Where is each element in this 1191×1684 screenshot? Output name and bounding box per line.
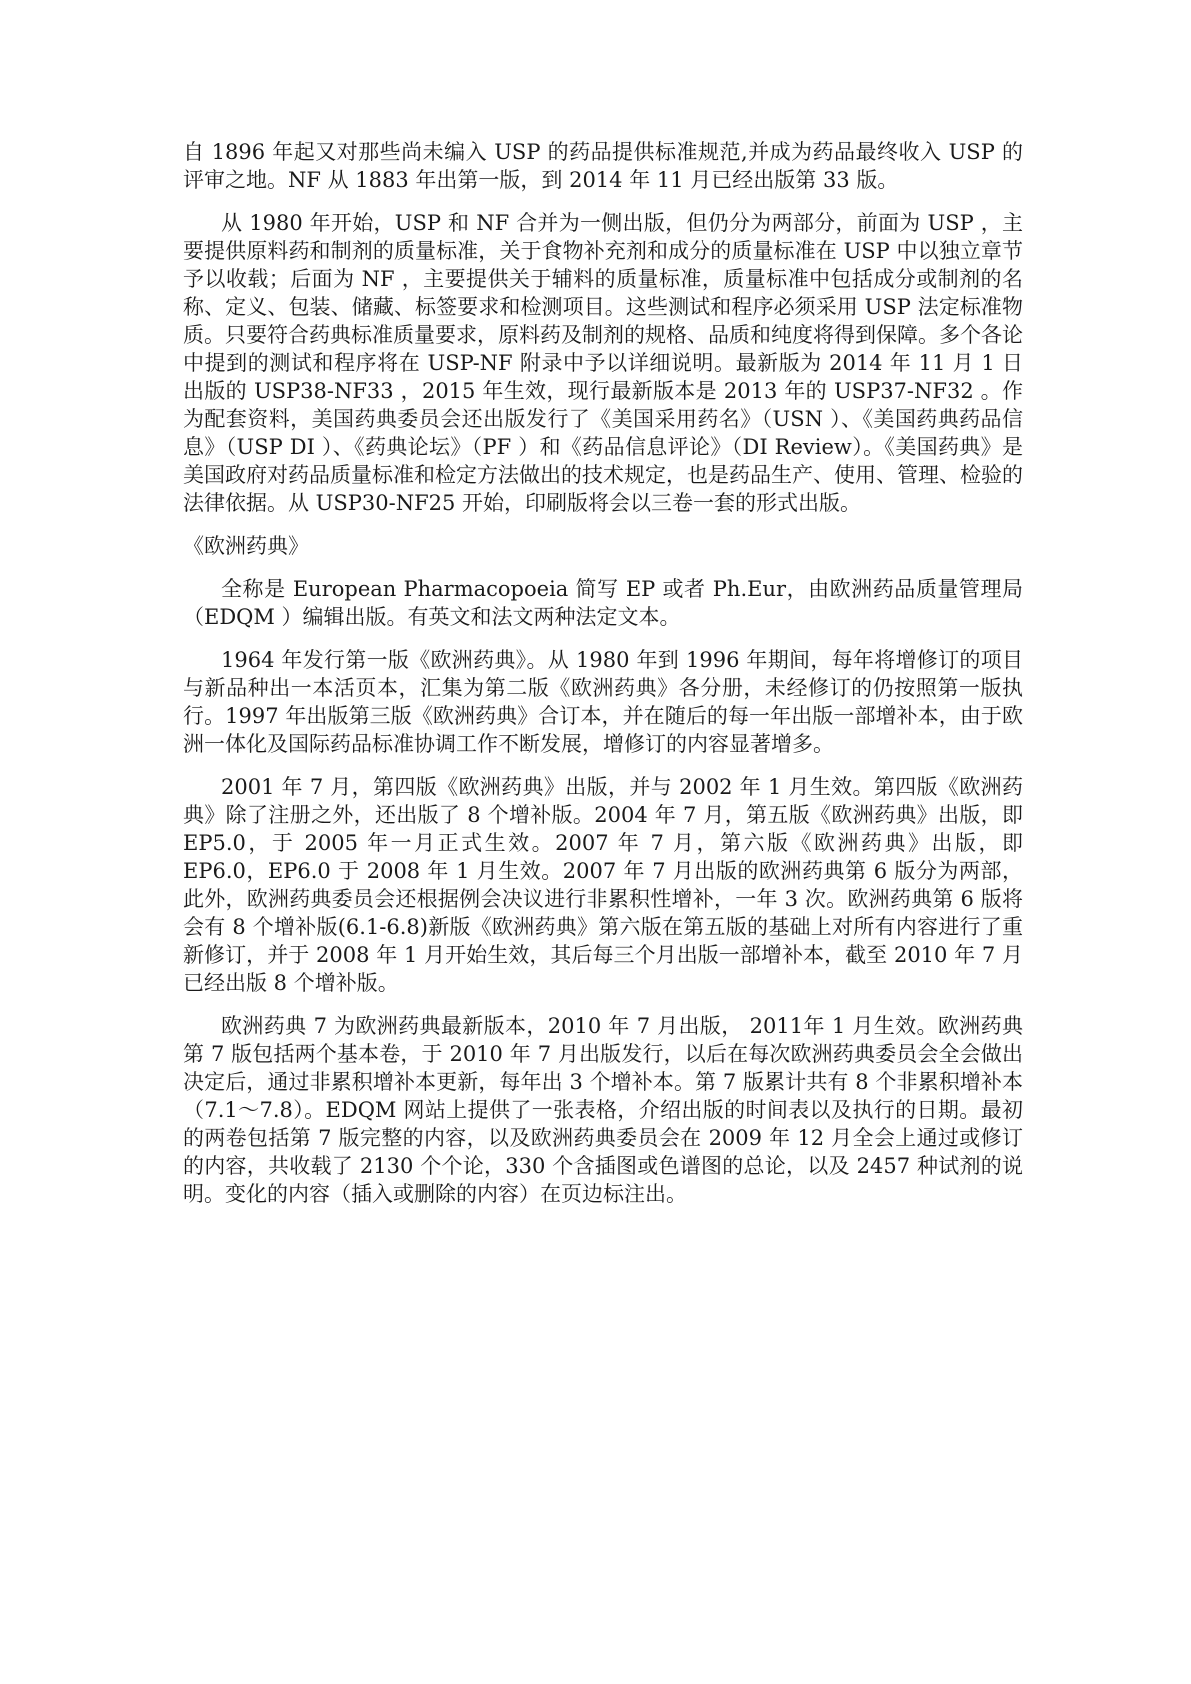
document-body: [183, 138, 1023, 1223]
section-heading-ep: 《欧洲药典》: [183, 534, 309, 558]
paragraph-usp-nf-merge: 从 1980 年开始，USP 和 NF 合并为一侧出版，但仍分为两部分，前面为 USP ，主要提供原料药和制剂的质量标准，关于食物补充剂和成分的质量标准在 USP 中以独立章节予以收载；后面为 NF ，主要提供关于辅料的质量标准，质量标准中包括成分或制剂的名称、定义、包装、储藏、标签要求和检测项目。这些测试和程序必须采用 USP 法定标准物质。只要符合药典标准质量要求，原料药及制剂的规格、品质和纯度将得到保障。多个各论中提到的测试和程序将在 USP-NF 附录中予以详细说明。最新版为 2014 年 11 月 1 日出版的 USP38-NF33 ，2015 年生效，现行最新版本是 2013 年的 USP37-NF32 。作为配套资料，美国药典委员会还出版发行了《美国采用药名》（USN ）、《美国药典药品信息》（USP DI ）、《药典论坛》（PF ）和《药品信息评论》（DI Review）。《美国药典》是美国政府对药品质量标准和检定方法做出的技术规定，也是药品生产、使用、管理、检验的法律依据。从 USP30-NF25 开始，印刷版将会以三卷一套的形式出版。: [183, 211, 1023, 515]
paragraph-ep-name: 全称是 European Pharmacopoeia 简写 EP 或者 Ph.Eur，由欧洲药品质量管理局（EDQM ）编辑出版。有英文和法文两种法定文本。: [183, 577, 1023, 629]
paragraph-ep-7: 欧洲药典 7 为欧洲药典最新版本，2010 年 7 月出版， 2011年 1 月生效。欧洲药典第 7 版包括两个基本卷，于 2010 年 7 月出版发行，以后在每次欧洲药典委员会全会做出决定后，通过非累积增补本更新，每年出 3 个增补本。第 7 版累计共有 8 个非累积增补本（7.1～7.8）。EDQM 网站上提供了一张表格，介绍出版的时间表以及执行的日期。最初的两卷包括第 7 版完整的内容，以及欧洲药典委员会在 2009 年 12 月全会上通过或修订的内容，共收载了 2130 个个论，330 个含插图或色谱图的总论，以及 2457 种试剂的说明。变化的内容（插入或删除的内容）在页边标注出。: [183, 1014, 1023, 1206]
paragraph-usp-nf-intro: 自 1896 年起又对那些尚未编入 USP 的药品提供标准规范,并成为药品最终收入 USP 的评审之地。NF 从 1883 年出第一版，到 2014 年 11 月已经出版第 33 版。: [183, 140, 1023, 192]
paragraph-ep-history-1964: 1964 年发行第一版《欧洲药典》。从 1980 年到 1996 年期间，每年将增修订的项目与新品种出一本活页本，汇集为第二版《欧洲药典》各分册，未经修订的仍按照第一版执行。1997 年出版第三版《欧洲药典》合订本，并在随后的每一年出版一部增补本，由于欧洲一体化及国际药品标准协调工作不断发展，增修订的内容显著增多。: [183, 648, 1023, 756]
paragraph-ep-history-2001: 2001 年 7 月，第四版《欧洲药典》出版，并与 2002 年 1 月生效。第四版《欧洲药典》除了注册之外，还出版了 8 个增补版。2004 年 7 月，第五版《欧洲药典》出版，即 EP5.0，于 2005 年一月正式生效。2007 年 7 月，第六版《欧洲药典》出版，即 EP6.0，EP6.0 于 2008 年 1 月生效。2007 年 7 月出版的欧洲药典第 6 版分为两部，此外，欧洲药典委员会还根据例会决议进行非累积性增补，一年 3 次。欧洲药典第 6 版将会有 8 个增补版(6.1-6.8)新版《欧洲药典》第六版在第五版的基础上对所有内容进行了重新修订，并于 2008 年 1 月开始生效，其后每三个月出版一部增补本，截至 2010 年 7 月已经出版 8 个增补版。: [183, 775, 1023, 995]
